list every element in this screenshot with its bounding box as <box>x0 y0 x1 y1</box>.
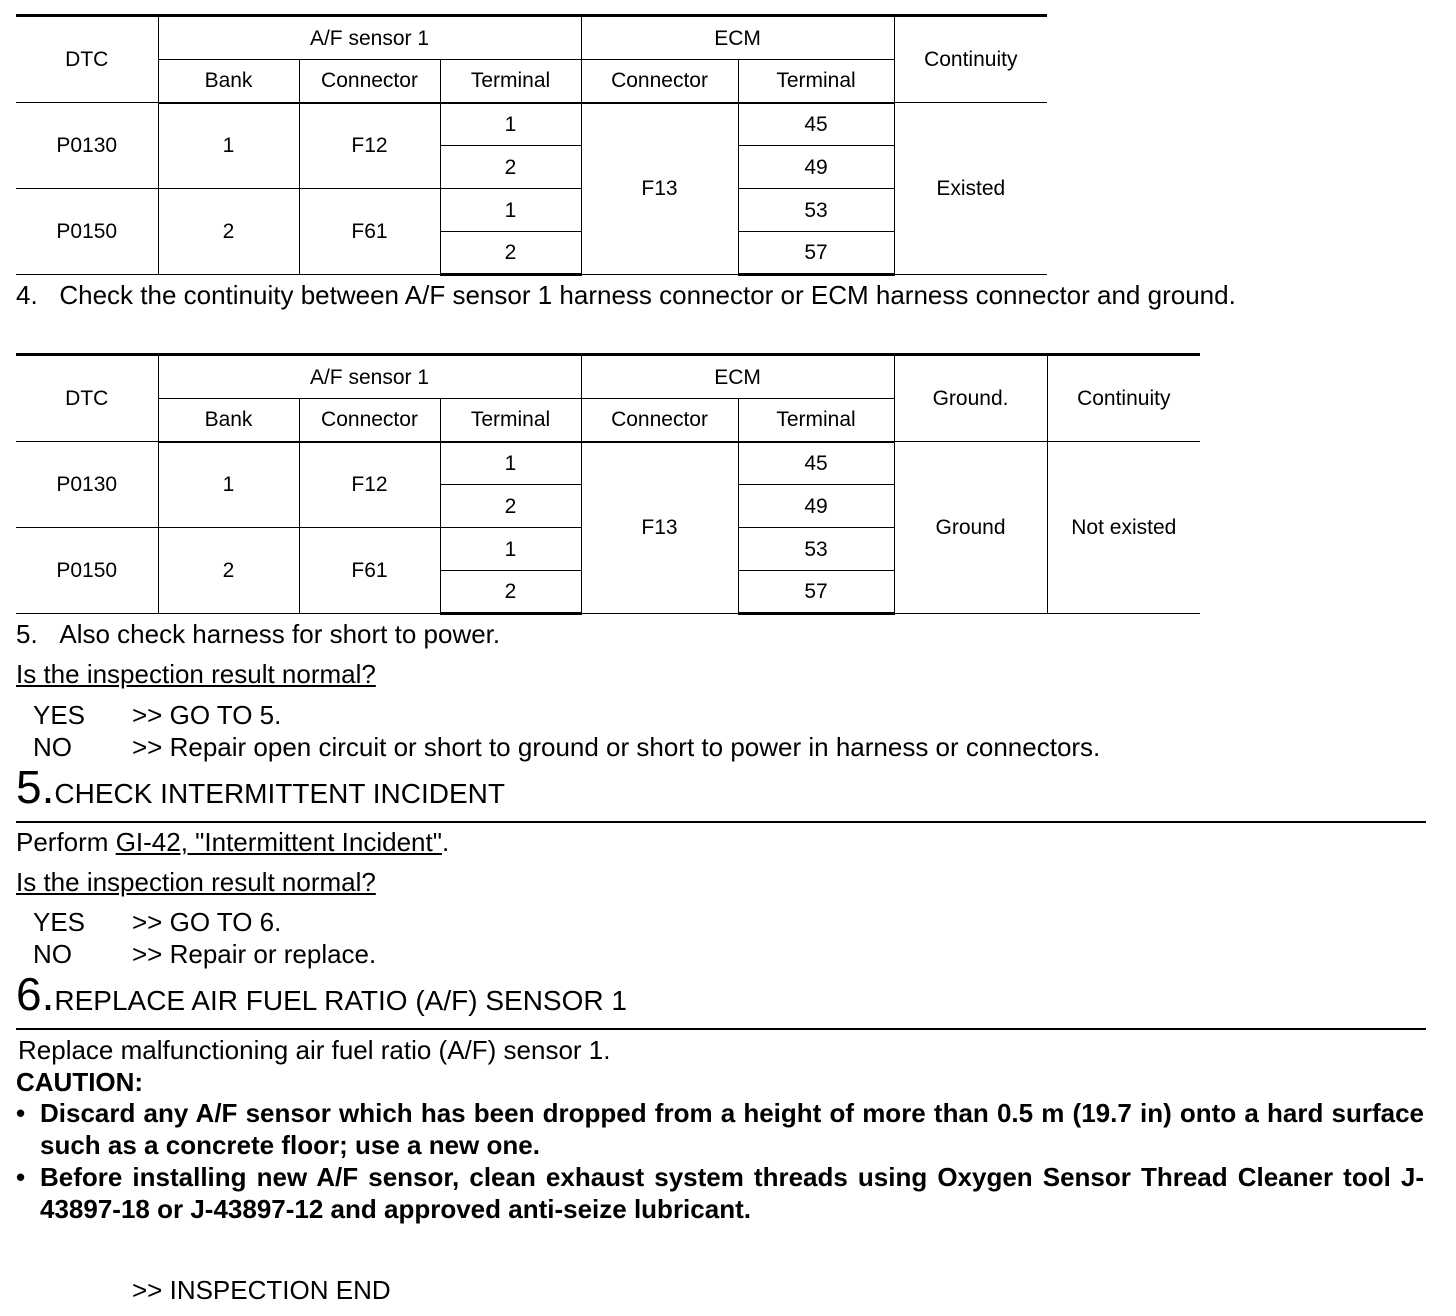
cell-ecm-terminal: 45 <box>738 442 894 485</box>
cell-ecm-terminal: 49 <box>738 485 894 528</box>
cell-connector: F12 <box>299 103 440 189</box>
cell-continuity: Not existed <box>1047 442 1200 614</box>
cell-connector: F61 <box>299 189 440 275</box>
reference-link[interactable]: GI-42, "Intermittent Incident" <box>115 827 442 857</box>
caution-label: CAUTION: <box>16 1067 144 1097</box>
section-title: CHECK INTERMITTENT INCIDENT <box>54 778 505 809</box>
caution-item <box>16 1161 1424 1225</box>
section-5-heading <box>16 761 505 813</box>
header-ecm: ECM <box>581 355 894 399</box>
header-ground: Ground. <box>894 355 1047 442</box>
answer-no-label: NO <box>33 939 72 969</box>
section-divider <box>16 821 1426 823</box>
replace-instruction: Replace malfunctioning air fuel ratio (A/F) sensor 1. <box>18 1035 611 1065</box>
header-bank: Bank <box>158 399 299 442</box>
section-number: 5. <box>16 761 55 813</box>
perform-suffix: . <box>441 827 450 857</box>
header-af-sensor: A/F sensor 1 <box>158 16 581 60</box>
cell-bank: 2 <box>158 189 299 275</box>
section-divider <box>16 1028 1426 1030</box>
header-continuity: Continuity <box>1047 355 1200 442</box>
answer-yes-label: YES <box>33 907 86 937</box>
header-terminal: Terminal <box>440 60 581 103</box>
header-ecm-connector: Connector <box>581 60 738 103</box>
bullet-icon: • <box>16 1098 26 1128</box>
inspection-end: >> INSPECTION END <box>132 1275 391 1305</box>
header-ecm-terminal: Terminal <box>738 399 894 442</box>
inspection-question: Is the inspection result normal? <box>16 659 376 689</box>
cell-terminal: 1 <box>440 103 581 146</box>
cell-terminal: 1 <box>440 442 581 485</box>
step-5-text: 5. Also check harness for short to power. <box>16 619 501 649</box>
answer-no-text: >> Repair or replace. <box>132 939 377 969</box>
cell-ecm-terminal: 49 <box>738 146 894 189</box>
header-terminal: Terminal <box>440 399 581 442</box>
cell-dtc: P0150 <box>16 528 158 614</box>
header-bank: Bank <box>158 60 299 103</box>
answer-yes-label: YES <box>33 700 86 730</box>
header-ecm-connector: Connector <box>581 399 738 442</box>
cell-ecm-terminal: 57 <box>738 571 894 614</box>
cell-ecm-terminal: 57 <box>738 232 894 275</box>
cell-terminal: 2 <box>440 232 581 275</box>
cell-ecm-terminal: 53 <box>738 528 894 571</box>
cell-continuity: Existed <box>894 103 1047 275</box>
cell-terminal: 2 <box>440 146 581 189</box>
cell-ground: Ground <box>894 442 1047 614</box>
cell-terminal: 1 <box>440 189 581 232</box>
header-continuity: Continuity <box>894 16 1047 103</box>
section-6-heading <box>16 968 627 1020</box>
cell-terminal: 2 <box>440 485 581 528</box>
cell-bank: 2 <box>158 528 299 614</box>
cell-ecm-terminal: 53 <box>738 189 894 232</box>
inspection-question: Is the inspection result normal? <box>16 867 376 897</box>
section-title: REPLACE AIR FUEL RATIO (A/F) SENSOR 1 <box>54 985 627 1016</box>
cell-dtc: P0130 <box>16 103 158 189</box>
header-ecm-terminal: Terminal <box>738 60 894 103</box>
cell-ecm-terminal: 45 <box>738 103 894 146</box>
cell-ecm-connector: F13 <box>581 103 738 275</box>
answer-yes-text: >> GO TO 6. <box>132 907 282 937</box>
caution-text: Discard any A/F sensor which has been dropped from a height of more than 0.5 m (19.7 in) onto a hard surface such as a concrete floor; use a new one. <box>40 1098 1424 1160</box>
cell-ecm-connector: F13 <box>581 442 738 614</box>
continuity-table-1 <box>16 14 1047 276</box>
header-af-sensor: A/F sensor 1 <box>158 355 581 399</box>
caution-text: Before installing new A/F sensor, clean exhaust system threads using Oxygen Sensor Thread Cleaner tool J-43897-18 or J-43897-12 and approved anti-seize lubricant. <box>40 1162 1424 1224</box>
cell-terminal: 2 <box>440 571 581 614</box>
cell-connector: F12 <box>299 442 440 528</box>
bullet-icon: • <box>16 1162 26 1192</box>
step-4-text: 4. Check the continuity between A/F sensor 1 harness connector or ECM harness connector and ground. <box>16 280 1236 310</box>
cell-dtc: P0130 <box>16 442 158 528</box>
cell-bank: 1 <box>158 442 299 528</box>
continuity-table-2 <box>16 353 1200 615</box>
header-dtc: DTC <box>16 355 158 442</box>
header-connector: Connector <box>299 399 440 442</box>
cell-dtc: P0150 <box>16 189 158 275</box>
cell-terminal: 1 <box>440 528 581 571</box>
section-number: 6. <box>16 968 55 1020</box>
answer-no-text: >> Repair open circuit or short to ground or short to power in harness or connectors. <box>132 732 1101 762</box>
answer-no-label: NO <box>33 732 72 762</box>
header-dtc: DTC <box>16 16 158 103</box>
header-connector: Connector <box>299 60 440 103</box>
perform-prefix: Perform <box>16 827 116 857</box>
caution-item <box>16 1097 1424 1161</box>
cell-connector: F61 <box>299 528 440 614</box>
header-ecm: ECM <box>581 16 894 60</box>
cell-bank: 1 <box>158 103 299 189</box>
perform-line <box>16 829 449 855</box>
answer-yes-text: >> GO TO 5. <box>132 700 282 730</box>
